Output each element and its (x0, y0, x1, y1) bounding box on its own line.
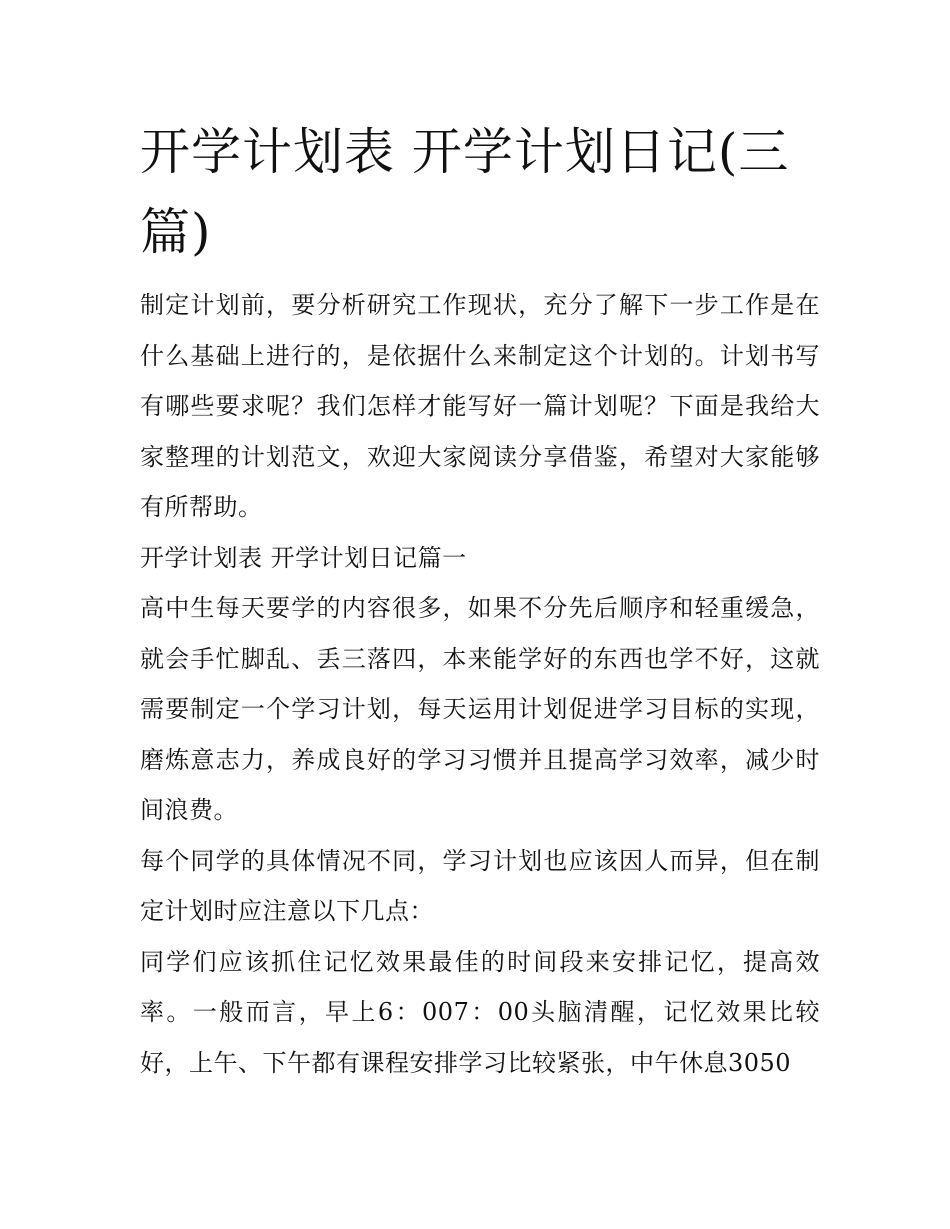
body-paragraph: 同学们应该抓住记忆效果最佳的时间段来安排记忆，提高效率。一般而言，早上6：007：00头脑清醒，记忆效果比较好，上午、下午都有课程安排学习比较紧张，中午休息3050 (140, 947, 820, 1077)
body-paragraph: 每个同学的具体情况不同，学习计划也应该因人而异，但在制定计划时应注意以下几点： (140, 846, 820, 925)
section-heading: 开学计划表 开学计划日记篇一 (140, 543, 467, 572)
body-paragraph: 高中生每天要学的内容很多，如果不分先后顺序和轻重缓急，就会手忙脚乱、丢三落四，本来能学好的东西也学不好，这就需要制定一个学习计划，每天运用计划促进学习目标的实现，磨炼意志力，养成良好的学习习惯并且提高学习效率，减少时间浪费。 (140, 594, 820, 824)
document-title: 开学计划表 开学计划日记(三篇) (140, 123, 790, 261)
document-body (140, 280, 820, 1088)
intro-paragraph: 制定计划前，要分析研究工作现状，充分了解下一步工作是在什么基础上进行的，是依据什么来制定这个计划的。计划书写有哪些要求呢？我们怎样才能写好一篇计划呢？下面是我给大家整理的计划范文，欢迎大家阅读分享借鉴，希望对大家能够有所帮助。 (140, 291, 820, 521)
